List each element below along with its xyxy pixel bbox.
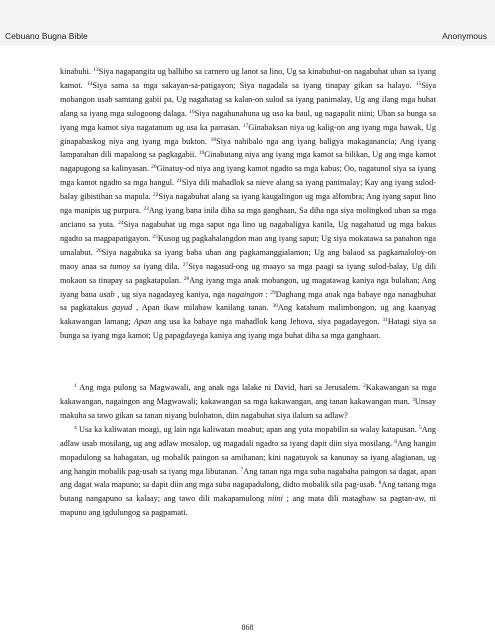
- verse-text: ang usa ka babaye nga mahadlok kang Jehova, siya pagadayegon.: [151, 317, 383, 327]
- verse-number: 20: [151, 164, 157, 171]
- verse-number: 17: [242, 122, 249, 129]
- verse-number: 25: [152, 233, 158, 240]
- verse-text: Ang iyang mga anak mobangon, ug magatawag kaniya nga bulahan; Ang iyang bana: [60, 275, 436, 299]
- verse-number: 31: [382, 317, 388, 324]
- verse-number: 1: [74, 383, 77, 390]
- italic-word: tumoy: [110, 261, 131, 271]
- verse-text: , ug siya nagadayeg kaniya, nga: [114, 289, 228, 299]
- verse-text: Ang tanang mga butang nangapuno sa kalaay; ang tawo dili makapamulong: [60, 480, 436, 504]
- verse-text: ; ang mata dili matagbaw sa pagtan-aw, ni mapuno ang igdulungog sa pagpamati.: [60, 494, 436, 518]
- top-bar: [0, 0, 495, 46]
- verse-text: Daghang mga anak nga babaye nga nanagbuhat sa pagkatakus: [60, 289, 437, 313]
- verse-number: 18: [210, 136, 217, 143]
- verse-text: Ang hangin mopadulong sa habagatan, ug mobalik paingon sa amihanan; kini nagatuyok sa kanunay sa iyang alagianan, ug ang hangin mobalik pag-usab sa iyang mga libutanan.: [60, 438, 436, 476]
- italic-word: niini: [267, 494, 283, 504]
- verse-text: Ang iyang bana inila diha sa mga ganghaan, Sa diha nga siya molingkod uban sa mga anciano sa yuta.: [60, 206, 436, 229]
- verse-number: 30: [272, 303, 278, 310]
- verse-number: 15: [415, 80, 422, 87]
- verse-text: Kakawangan sa mga kakawangan, nagaingon ang Magwawali; kakawangan sa mga kakawangan, ang tanan kakawangan man.: [60, 383, 436, 407]
- verse-text: Ginabutang niya ang iyang mga kamot sa bilikan, Ug ang mga kamot nagapugong sa kalinyasan.: [60, 150, 436, 174]
- verse-number: 27: [182, 261, 189, 268]
- verse-text: Siya dili mahadlok sa nieve alang sa iyang panimalay; Kay ang iyang sulod-balay gibistihan sa mapula.: [60, 178, 436, 202]
- italic-word: gayud: [111, 303, 133, 313]
- verse-text: Siya nagabuhat ug mga saput nga lino ug nagabaligya kanila, Ug nagahatud ug mga bakus ngadto sa magpapatigayon.: [60, 219, 436, 243]
- verse-number: 22: [153, 192, 159, 199]
- verse-text: Siya mobangon usab samtang gabii pa, Ug nagahatag sa kalan-on sulod sa iyang panimalay, Ug ang ilang mga buhat alang sa iyang mga sulogoong dalaga.: [60, 80, 436, 118]
- verse-number: 19: [198, 150, 205, 157]
- verse-text: :: [262, 289, 271, 299]
- verse-number: 5: [419, 424, 422, 431]
- verse-text: Siya nagahunahuna ug usa ka baul, ug nagapalit niini; Uban sa bunga sa iyang mga kamot siya nagatanum ug usa ka parrasan.: [60, 108, 436, 132]
- verse-text: Siya nagabuka sa iyang baba uban ang pagkamanggialamon; Ug ang balaod sa pagkamaloloy-on maoy anaa sa: [60, 247, 436, 271]
- verse-number: 24: [118, 219, 124, 226]
- verse-text: Siya nagabuhat alang sa iyang kaugalingon ug mga alfombra; Ang iyang saput lino nga manipis ug purpura.: [60, 192, 436, 216]
- page-body: [60, 65, 436, 520]
- verse-text: , Apan ikaw milabaw kanilang tanan.: [132, 303, 273, 313]
- verse-number: 3: [412, 397, 415, 404]
- verse-text: Siya nagapangita ug balhibo sa carnero ug lanot sa lino, Ug sa kinabubut-on nagabuhat uban sa iyang kamot.: [60, 67, 437, 90]
- verse-text: Ang mga pulong sa Magwawali, ang anak nga lalake ni David, hari sa Jerusalem.: [76, 383, 364, 393]
- verse-text: Siya nahibalo nga ang iyang baligya makaganancia; Ang iyang lamparahan dili mapalong sa pagkagabii.: [60, 136, 436, 160]
- italic-word: nagaingon: [227, 289, 263, 299]
- italic-word: Apan: [133, 317, 152, 327]
- book-title: Cebuano Bugna Bible: [5, 31, 88, 41]
- verse-number: 2: [363, 383, 366, 390]
- paragraph-ecclesiastes-1-intro: [60, 381, 436, 423]
- verse-number: 6: [394, 438, 398, 445]
- verse-number: 14: [86, 80, 93, 87]
- verse-text: Ginabaksan niya ug kalig-on ang iyang mga hawak, Ug ginapabaskog niya ang iyang mga bukton.: [60, 122, 436, 146]
- verse-text: Ang tanan nga mga suba nagabaha paingon sa dagat, apan ang dagat wala mapuno; sa dapit diin ang mga suba nagapadulong, didto mobalik sila pag-usab.: [60, 466, 436, 490]
- verse-number: 4: [74, 424, 77, 431]
- verse-number: 21: [176, 178, 182, 185]
- verse-text: Ginatuy-od niya ang iyang kamot ngadto sa mga kabus; Oo, nagatunol siya sa iyang mga kamot ngadto sa mga hangul.: [60, 164, 436, 188]
- verse-number: 16: [189, 108, 195, 115]
- verse-text: Siya nagasud-ong ug maayo sa mga paagi sa iyang sulod-balay, Ug dili mokaon sa tinapay sa pagkatapulan.: [60, 261, 437, 285]
- page-number: 868: [241, 623, 254, 632]
- paragraph-ecclesiastes-1-cont: [60, 423, 436, 520]
- paragraph-proverbs-31: [60, 65, 436, 343]
- verse-text: Unsay makuha sa tawo gikan sa tanan niyang bulohaton, diin nagabuhat siya ilalum sa adlaw?: [60, 397, 436, 420]
- verse-text: kinabuhi.: [60, 67, 94, 76]
- verse-text: Siya sama sa mga sakayan-sa-patigayon; Siya nagadala sa iyang tinapay gikan sa halayo.: [92, 80, 416, 90]
- verse-number: 26: [96, 247, 102, 254]
- verse-text: Hatagi siya sa bunga sa iyang mga kamot; Ug papagdayega kaniya ang iyang mga buhat diha sa mga ganghaan.: [60, 317, 437, 341]
- verse-number: 28: [183, 275, 190, 282]
- verse-text: Ang katahum malimbongon, ug ang kaanyag kakawangan lamang;: [60, 303, 436, 327]
- italic-word: usab: [99, 289, 115, 299]
- verse-text: Kusog ug pagkahalangdon mao ang iyang saput; Ug siya mokatawa sa panahon nga umalabut.: [60, 233, 436, 257]
- verse-text: Ang adlaw usab mosilang, ug ang adlaw mosalop, ug magadali ngadto sa iyang dapit diin siya mosilang.: [60, 424, 436, 448]
- verse-number: 7: [240, 466, 244, 473]
- verse-number: 29: [270, 289, 276, 296]
- verse-number: 13: [93, 67, 99, 73]
- author-name: Anonymous: [442, 31, 487, 41]
- verse-number: 23: [143, 206, 149, 213]
- verse-text: sa iyang dila.: [130, 261, 183, 271]
- verse-text: Usa ka kaliwatan moagi, ug lain nga kaliwatan moabut; apan ang yuta mopabilin sa walay katapusan.: [76, 424, 420, 434]
- verse-number: 8: [378, 480, 382, 487]
